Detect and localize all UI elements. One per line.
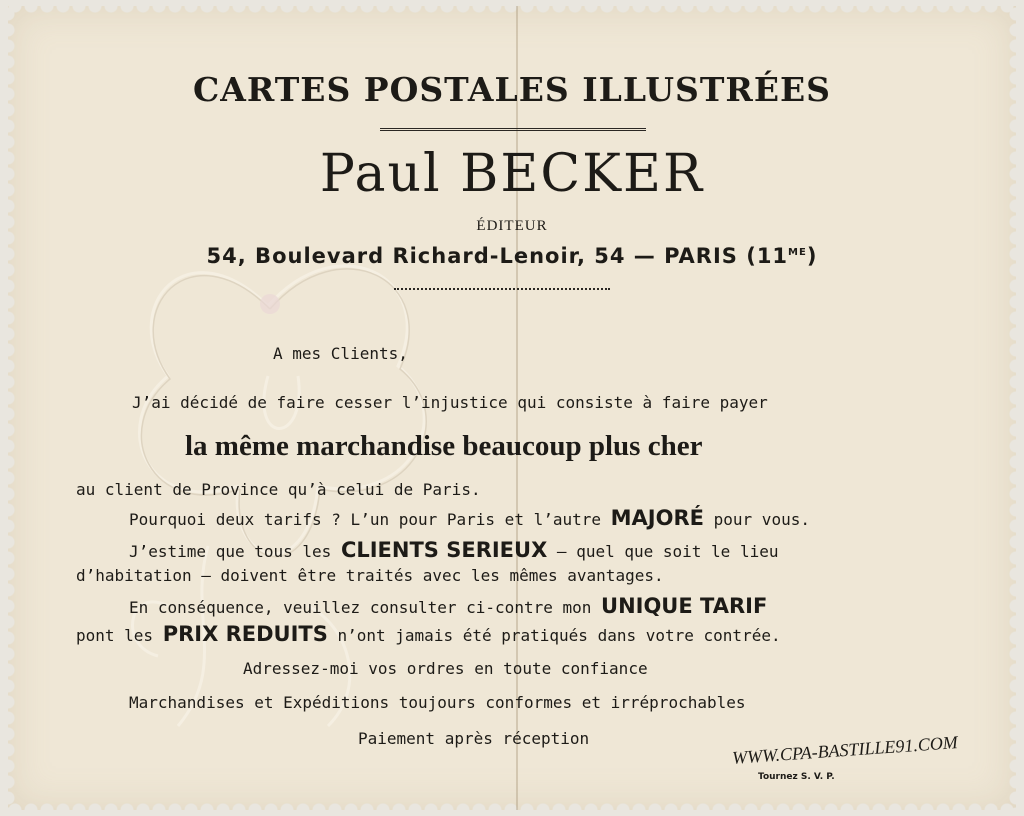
publisher-address (8, 244, 1016, 268)
scalloped-edge-left (8, 6, 22, 810)
turn-over-note: Tournez S. V. P. (758, 772, 835, 782)
letter-line-1: J’ai décidé de faire cesser l’injustice qui consiste à faire payer (132, 393, 768, 412)
greeting: A mes Clients, (273, 344, 408, 363)
letter-line-5-a: J’estime que tous les (129, 542, 332, 561)
letter-emphasis: la même marchandise beaucoup plus cher (185, 430, 703, 462)
letter-line-5 (129, 538, 778, 562)
address-text: 54, Boulevard Richard-Lenoir, 54 — PARIS (11 (206, 244, 789, 268)
letter-line-8-b: n’ont jamais été pratiqués dans votre contrée. (337, 626, 781, 645)
letter-line-7-a: En conséquence, veuillez consulter ci-contre mon (129, 598, 592, 617)
scalloped-edge-bottom (8, 796, 1016, 810)
prix-reduits-words: PRIX REDUITS (162, 622, 328, 646)
letter-line-8-a: pont les (76, 626, 154, 645)
header-title: CARTES POSTALES ILLUSTRÉES (193, 70, 831, 109)
letter-line-4-b: pour vous. (713, 510, 810, 529)
letter-line-4 (129, 506, 810, 530)
letter-line-7 (129, 594, 767, 618)
unique-tarif-words: UNIQUE TARIF (601, 594, 768, 618)
address-superscript: ME (788, 247, 807, 258)
letter-line-4-a: Pourquoi deux tarifs ? L’un pour Paris et l’autre (129, 510, 602, 529)
scalloped-edge-top (8, 6, 1016, 20)
postcard (8, 6, 1016, 810)
watermark-text: WWW.CPA-BASTILLE91.COM (731, 732, 959, 768)
letter-line-5-b: — quel que soit le lieu (556, 542, 779, 561)
publisher-name: Paul BECKER (319, 144, 705, 204)
majore-word: MAJORÉ (610, 506, 704, 530)
letter-line-3: au client de Province qu’à celui de Paris. (76, 480, 481, 499)
scalloped-edge-right (1002, 6, 1016, 810)
dotted-rule (394, 288, 610, 290)
letter-line-6: d’habitation — doivent être traités avec les mêmes avantages. (76, 566, 664, 585)
letter-line-11: Paiement après réception (358, 729, 590, 748)
letter-line-9: Adressez-moi vos ordres en toute confiance (243, 659, 648, 678)
letter-line-8 (76, 622, 781, 646)
double-rule (380, 128, 646, 131)
clients-serieux-words: CLIENTS SERIEUX (340, 538, 548, 562)
letter-line-10: Marchandises et Expéditions toujours conformes et irréprochables (129, 693, 746, 712)
publisher-role: ÉDITEUR (476, 218, 548, 234)
address-close: ) (806, 244, 818, 268)
